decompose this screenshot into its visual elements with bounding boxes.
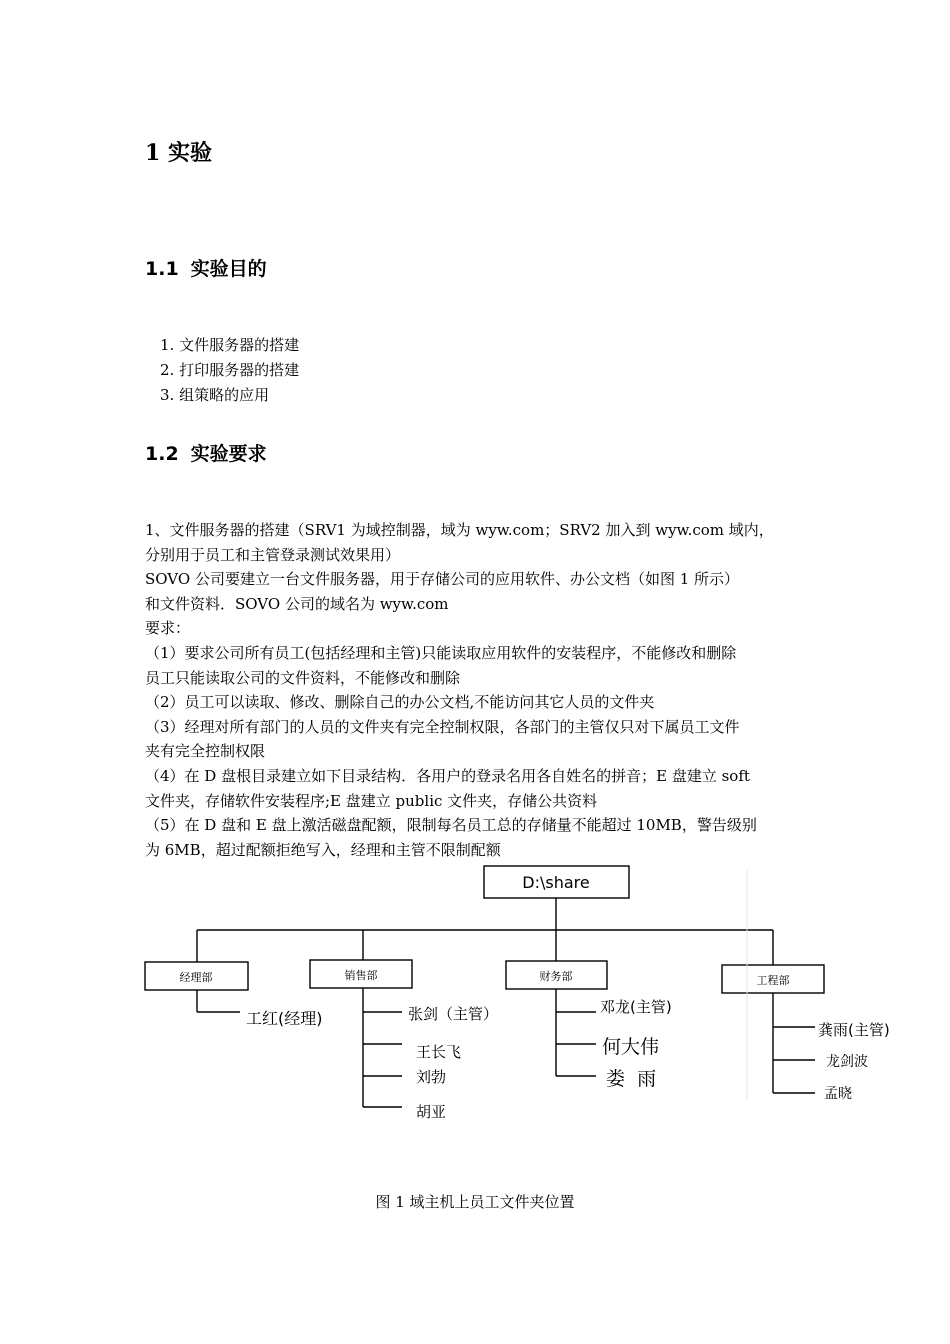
member-label: 龙剑波 — [826, 1054, 868, 1070]
text-line: 为 6MB，超过配额拒绝写入，经理和主管不限制配额 — [145, 840, 501, 859]
folder-tree-diagram — [140, 860, 910, 1130]
member-label: 娄 雨 — [606, 1068, 657, 1090]
member-label: 王长飞 — [416, 1043, 462, 1061]
text-line: （3）经理对所有部门的人员的文件夹有完全控制权限，各部门的主管仅只对下属员工文件 — [145, 717, 740, 736]
text-line: 要求： — [145, 619, 191, 638]
section-number: 1.1 — [145, 258, 179, 280]
section-number: 1.2 — [145, 443, 179, 465]
member-label: 胡亚 — [416, 1103, 447, 1121]
text-line: 员工只能读取公司的文件资料，不能修改和删除 — [145, 668, 461, 687]
root-node-label: D:\share — [522, 873, 590, 892]
member-label: 何大伟 — [602, 1036, 660, 1058]
text-line: 夹有完全控制权限 — [145, 742, 266, 761]
list-item: 1. 文件服务器的搭建 — [160, 336, 300, 354]
member-label: 刘勃 — [416, 1068, 447, 1086]
text-line: （5）在 D 盘和 E 盘上激活磁盘配额，限制每名员工总的存储量不能超过 10MB，警告级别 — [145, 816, 757, 835]
text-line: 1、文件服务器的搭建（SRV1 为域控制器，域为 wyw.com；SRV2 加入到 wyw.com 域内， — [145, 521, 774, 539]
text-line: （1）要求公司所有员工(包括经理和主管)只能读取应用软件的安装程序，不能修改和删除 — [145, 643, 737, 662]
member-label: 工红(经理) — [246, 1009, 323, 1028]
dept-label: 经理部 — [179, 971, 213, 984]
member-label: 邓龙(主管) — [600, 998, 672, 1016]
member-label: 孟晓 — [824, 1086, 852, 1102]
member-label: 龚雨(主管) — [818, 1021, 890, 1039]
section-heading-objectives — [145, 254, 267, 281]
member-label: 张剑（主管） — [408, 1005, 499, 1023]
dept-label: 销售部 — [344, 969, 378, 982]
section-title: 实验目的 — [190, 258, 267, 280]
objectives-list — [160, 333, 299, 408]
dept-label: 财务部 — [539, 970, 573, 983]
figure-caption: 图 1 域主机上员工文件夹位置 — [375, 1193, 575, 1211]
list-item: 3. 组策略的应用 — [160, 386, 270, 404]
text-line: （4）在 D 盘根目录建立如下目录结构．各用户的登录名用各自姓名的拼音；E 盘建立 soft — [145, 766, 750, 785]
heading-1: 1 实验 — [145, 140, 212, 166]
text-line: 文件夹，存储软件安装程序;E 盘建立 public 文件夹，存储公共资料 — [145, 791, 598, 810]
text-line: SOVO 公司要建立一台文件服务器，用于存储公司的应用软件、办公文档（如图 1 所示） — [145, 570, 740, 589]
section-heading-requirements — [145, 439, 267, 466]
list-item: 2. 打印服务器的搭建 — [160, 361, 300, 379]
text-line: 分别用于员工和主管登录测试效果用） — [145, 545, 401, 564]
dept-label: 工程部 — [756, 974, 790, 987]
requirements-text — [145, 518, 815, 862]
text-line: 和文件资料．SOVO 公司的域名为 wyw.com — [145, 594, 449, 613]
section-title: 实验要求 — [190, 443, 267, 465]
text-line: （2）员工可以读取、修改、删除自己的办公文档,不能访问其它人员的文件夹 — [145, 693, 655, 712]
